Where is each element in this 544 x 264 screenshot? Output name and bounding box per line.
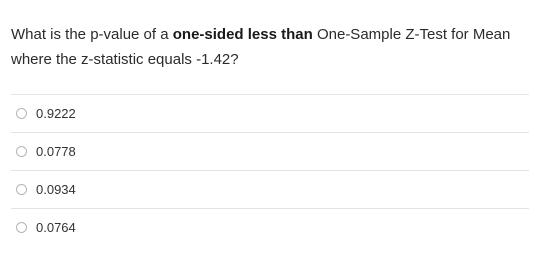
question-part-2: One-Sample Z-Test for Mean where the z-statistic equals -1.42? [11,26,511,68]
radio-button-icon[interactable] [16,184,27,195]
radio-button-icon[interactable] [16,222,27,233]
answer-option-3[interactable] [11,170,529,208]
radio-button-icon[interactable] [16,108,27,119]
answer-option-label: 0.0778 [36,144,76,159]
question-emphasis: one-sided less than [172,26,313,43]
answer-option-1[interactable] [11,94,529,132]
answer-option-label: 0.0934 [36,182,76,197]
question-part-1: What is the p-value of a [11,26,173,43]
question-text [11,22,535,72]
answer-option-label: 0.9222 [36,106,76,121]
answer-options [11,94,529,246]
answer-option-label: 0.0764 [36,220,76,235]
radio-button-icon[interactable] [16,146,27,157]
answer-option-4[interactable] [11,208,529,246]
answer-option-2[interactable] [11,132,529,170]
